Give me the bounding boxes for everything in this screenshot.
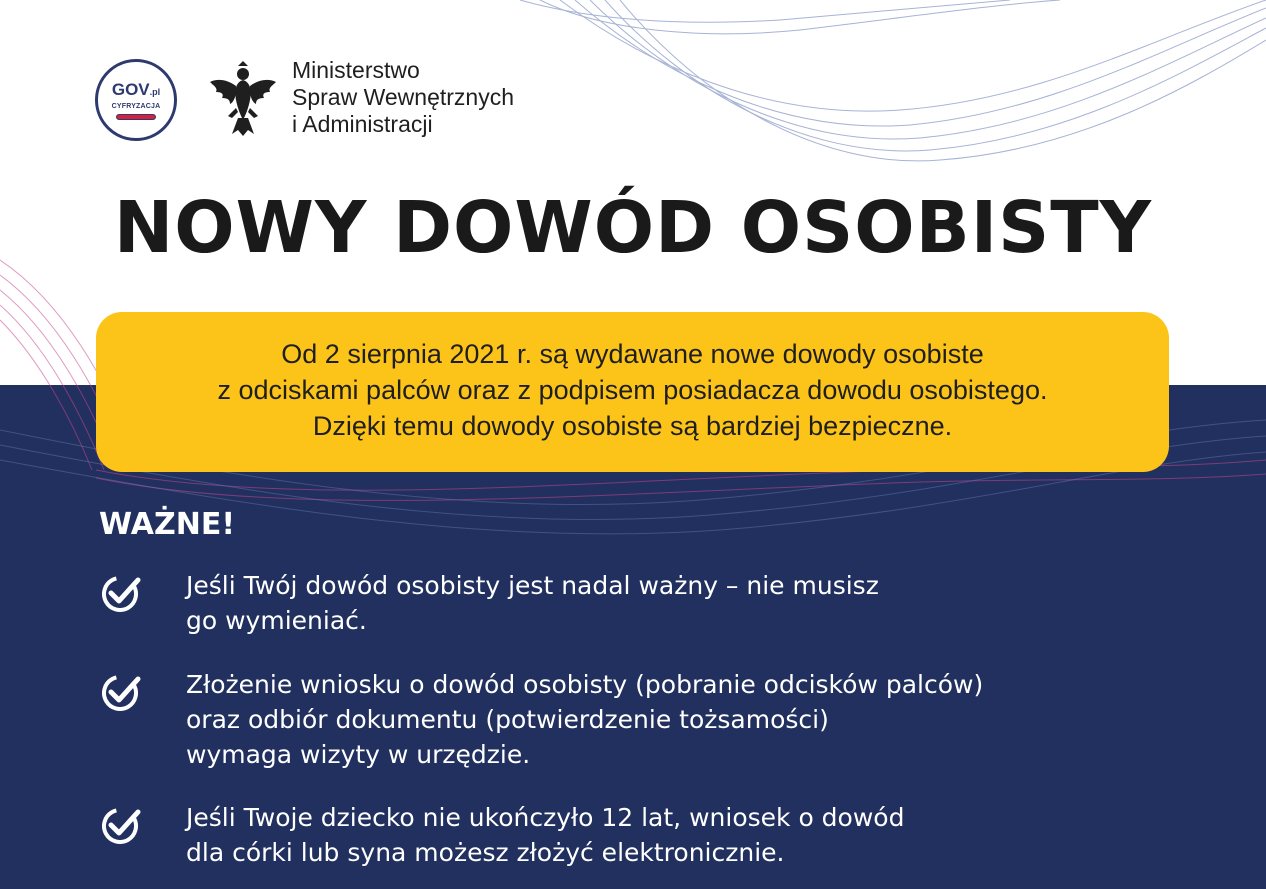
check-circle-icon — [100, 570, 144, 614]
list-item-line: Złożenie wniosku o dowód osobisty (pobranie odcisków palców) — [186, 670, 984, 699]
notice-box — [96, 312, 1169, 472]
ministry-line: Ministerstwo — [292, 57, 420, 83]
ministry-name — [292, 57, 514, 138]
ministry-line: i Administracji — [292, 111, 433, 137]
govpl-flag-bar — [116, 114, 156, 120]
notice-line: Od 2 sierpnia 2021 r. są wydawane nowe dowody osobiste — [281, 339, 984, 369]
notice-line: Dzięki temu dowody osobiste są bardziej bezpieczne. — [312, 411, 953, 441]
list-item-line: Jeśli Twoje dziecko nie ukończyło 12 lat, wniosek o dowód — [186, 803, 905, 832]
ministry-line: Spraw Wewnętrznych — [292, 84, 514, 110]
govpl-suffix-text: .pl — [149, 87, 161, 97]
list-item-line: go wymieniać. — [186, 606, 367, 635]
list-item — [100, 568, 1180, 648]
important-heading: WAŻNE! — [99, 507, 235, 542]
page-title: NOWY DOWÓD OSOBISTY — [113, 186, 1153, 269]
govpl-main-text: GOV — [111, 80, 150, 99]
govpl-logo-icon — [95, 59, 177, 141]
list-item-line: oraz odbiór dokumentu (potwierdzenie tożsamości) — [186, 705, 829, 734]
list-item — [100, 667, 1180, 777]
list-item-line: wymaga wizyty w urzędzie. — [186, 740, 531, 769]
check-circle-icon — [100, 669, 144, 713]
list-item-line: dla córki lub syna możesz złożyć elektronicznie. — [186, 838, 785, 867]
list-item-line: Jeśli Twój dowód osobisty jest nadal ważny – nie musisz — [186, 571, 879, 600]
notice-line: z odciskami palców oraz z podpisem posiadacza dowodu osobistego. — [217, 375, 1048, 405]
list-item — [100, 800, 1180, 875]
check-circle-icon — [100, 802, 144, 846]
list-item-text — [186, 568, 879, 638]
govpl-sub-text: CYFRYZACJA — [111, 103, 161, 110]
eagle-emblem-icon — [208, 60, 278, 138]
list-item-text — [186, 800, 904, 870]
list-item-text — [186, 667, 983, 772]
